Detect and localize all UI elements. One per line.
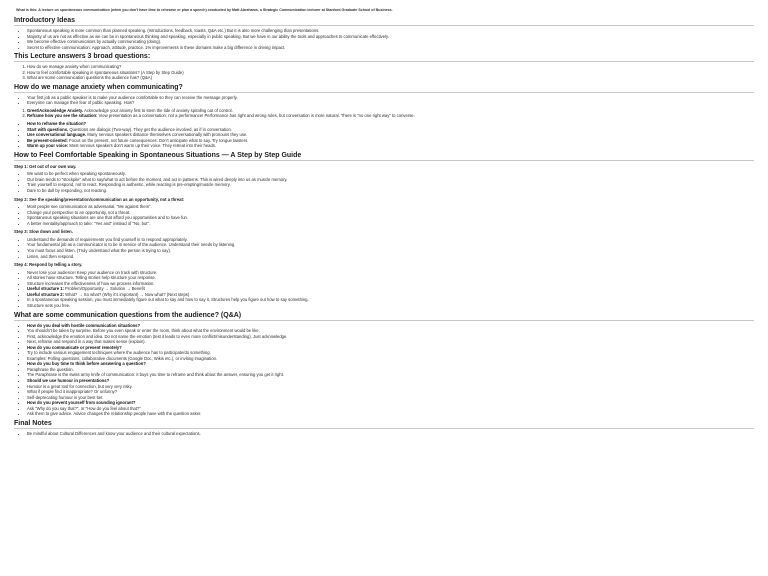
item-text: What if people find it inappropriate? Or unfunny? [27, 389, 118, 395]
anxiety-numbered [14, 108, 754, 119]
list-item [27, 303, 754, 309]
step-label: Step 4: Respond by telling a story. [14, 262, 83, 268]
list-item: • Our brain tends to "stockpile" what to say/what to act before the moment, and act in patterns. This is wired deeply into us as muscle memory. [27, 177, 754, 183]
section-title: This Lecture answers 3 broad questions: [14, 53, 754, 62]
section-title: Final Notes [14, 420, 754, 429]
item-text: Self-deprecating humour is your best bet. [27, 394, 104, 400]
intro-note: What is this: A lecture on spontaneous communication (when you don't have time to rehearse or plan a speech) conducted by Matt Abrahams, a Strategic Communication lecturer at Stanford Graduate School of Business. [16, 8, 393, 12]
step-label: Step 2: See the speaking/presentation/communication as an opportunity, not a threat: [14, 196, 185, 202]
list-item: • Be mindful about Cultural Differences and know your audience and their cultural expectations. [27, 431, 754, 437]
list-item: • Everyone can manage their fear of public speaking. How? [27, 100, 754, 106]
section-manage-anxiety [14, 84, 754, 149]
item-emphasis: How do you deal with hostile communication situations? [27, 322, 141, 328]
anxiety-tips [14, 121, 754, 149]
list-item [27, 411, 754, 417]
list-item: • We want to be perfect when speaking spontaneously. [27, 171, 754, 177]
guide-steps [14, 164, 754, 309]
item-text: Ask them to give advice. Advice changes the relationship people have with the question asker. [27, 411, 202, 417]
list-item: • Spontaneous speaking is more common than planned speaking. (Introductions, feedback, toasts, Q&A etc.) But it is also more challenging than presentations. [27, 28, 754, 34]
section-title: Introductory Ideas [14, 17, 754, 26]
item-text: Many nervous speakers distance themselves conversationally with pronouns they use. [86, 132, 248, 138]
item-emphasis: Useful structure 2: [27, 291, 64, 297]
item-text: The Paraphrase is the swiss army knife of communication: it buys you time to reframe and think about the answer, ensuring you get it right. [27, 372, 284, 378]
item-text: All stories have structure. Telling stories help structure your response. [27, 275, 156, 281]
item-text: Acknowledge your anxiety first to stem the tide of anxiety spiraling out of control. [83, 107, 233, 113]
step-label: Step 1: Get out of our own way. [14, 163, 77, 169]
step-label: Step 3: Slow down and listen. [14, 229, 73, 235]
item-emphasis: How do you prevent yourself from sounding ignorant? [27, 400, 136, 406]
qa-list [14, 323, 754, 417]
step-items [14, 204, 754, 226]
item-text: Never lose your audience! Keep your audience on track with structure. [27, 269, 158, 275]
list-item: • Most people see communication as adversarial. "Me against them". [27, 204, 754, 210]
item-text: First, acknowledge the emotion and idea. Do not name the emotion (test it leads to even more conflict/misunderstanding). Just acknowledge. [27, 333, 288, 339]
list-item: 3. What are some communication questions the audience has? (Q&A) [27, 75, 754, 81]
list-item: • Spontaneous speaking situations are one that afford you opportunities and to have fun. [27, 215, 754, 221]
section-qa [14, 312, 754, 417]
step-items [14, 270, 754, 309]
section-final-notes [14, 420, 754, 437]
item-text: Humour is a great tool for connection, but very very risky. [27, 383, 133, 389]
list-item: • Listen, and then respond. [27, 254, 754, 260]
list-item [27, 143, 754, 149]
item-text: In a spontaneous speaking session, you must immediately figure out what to say and how to say it. Structures help you figure out how to say something. [27, 297, 309, 303]
item-text: You shouldn't be taken by surprise. Before you even speak or enter the room, think about what the environment would be like. [27, 328, 260, 334]
list-item: • Majority of us are not as effective as we can be in spontaneous thinking and speaking, especially in public speaking. But we have in our ability the tools and approaches to communicate effectively. [27, 34, 754, 40]
section-title: How to Feel Comfortable Speaking in Spontaneous Situations — A Step by Step Guide [14, 152, 754, 161]
anxiety-bullets [14, 95, 754, 106]
item-text: What? → So what? (Why it's important) → Now what? (Next steps) [64, 291, 190, 297]
item-text: Try to include various engagement techniques where the audience has to participate/do something. [27, 350, 211, 356]
section-title: What are some communication questions from the audience? (Q&A) [14, 312, 754, 321]
list-item: 2. How to feel comfortable speaking in spontaneous situations? (A Step by Step Guide) [27, 70, 754, 76]
list-item: • You must focus and listen. (Truly understand what the person is trying to say). [27, 248, 754, 254]
list-item: 1. How do we manage anxiety when communicating? [27, 64, 754, 70]
list-item: • A better mentality/approach to take: "Yes and" instead of "No, but". [27, 221, 754, 227]
item-text: Paraphrase the question. [27, 366, 74, 372]
item-emphasis: Start with questions. [27, 126, 69, 132]
item-emphasis: How do you buy time to think before answering a question? [27, 361, 146, 367]
list-item: • Your first job as a public speaker is to make your audience comfortable so they can receive the message properly. [27, 95, 754, 101]
item-emphasis: Use conversational language. [27, 132, 87, 138]
item-emphasis: How do you communicate or present remotely? [27, 344, 122, 350]
item-text: Ask "Why do you say that?", or "How do you feel about that?" [27, 405, 141, 411]
list-item: • We become effective communicators by actually communicating (doing). [27, 39, 754, 45]
section-introductory-ideas [14, 17, 754, 50]
item-emphasis: Should we use humour in presentations? [27, 377, 110, 383]
list-item: • Train yourself to respond, not to react. Responding is authentic, while reacting is pre-empting/muscle memory. [27, 182, 754, 188]
intro-list [14, 28, 754, 50]
list-item: • Understand the demands of requirements you find yourself in to respond appropriately. [27, 237, 754, 243]
list-item: • Dare to be dull by responding, not reacting. [27, 188, 754, 194]
item-emphasis: Reframe how you see the situation: [27, 113, 98, 119]
item-text: Structure increases the effectiveness of how we process information. [27, 280, 155, 286]
item-emphasis: Useful structure 1: [27, 286, 64, 292]
item-text: Focus on the present, not future consequences. Don't anticipate what to say. Try tongue twisters. [67, 137, 249, 143]
item-emphasis: Be present-oriented: [27, 137, 68, 143]
item-text: Structure sets you free. [27, 302, 71, 308]
item-emphasis: Greet/Acknowledge Anxiety. [27, 107, 84, 113]
item-text: View presentation as a conversation, not a performance! Performance has right and wrong rules, but conversation is more natural. There is "no one right way" to converse. [97, 113, 415, 119]
list-item: • Your fundamental job as a communicator is to be in service of the audience. Understand their needs by listening. [27, 242, 754, 248]
list-item: • Change your perspective to an opportunity, not a threat. [27, 210, 754, 216]
section-broad-questions [14, 53, 754, 81]
item-emphasis: How to reframe the situation? [27, 121, 87, 127]
list-item [27, 113, 754, 119]
item-text: Most nervous speakers don't warm up their voice. They retreat into their heads. [68, 143, 217, 149]
questions-list [14, 64, 754, 81]
section-step-guide [14, 152, 754, 309]
section-title: How do we manage anxiety when communicating? [14, 84, 754, 93]
document-page [14, 0, 754, 436]
item-text: Examples: Polling questions, collaborative documents (Google Doc, Wikis etc.), or inviting imagination. [27, 355, 218, 361]
final-list [14, 431, 754, 437]
item-text: Next, reframe and respond in a way that makes sense (explain). [27, 339, 146, 345]
item-emphasis: Warm up your voice: [27, 143, 69, 149]
step-items [14, 171, 754, 193]
item-text: Questions are dialogic (Two-way). They get the audience involved, as if in conversation. [68, 126, 232, 132]
list-item: • Secret to effective communication: Approach, attitude, practice. 1% improvements in these domains make a big difference in driving impact. [27, 45, 754, 51]
item-text: Problem/Opportunity → Solution → Benefit [64, 286, 145, 292]
step-items [14, 237, 754, 259]
